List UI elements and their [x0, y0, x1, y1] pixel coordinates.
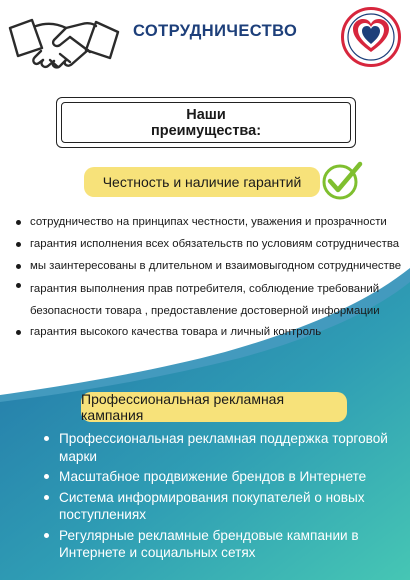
header-title: СОТРУДНИЧЕСТВО	[133, 22, 298, 40]
list-item: гарантия исполнения всех обязательств по условиям сотрудничества	[12, 237, 404, 252]
list-item: сотрудничество на принципах честности, уважения и прозрачности	[12, 215, 404, 230]
heart-logo-icon	[340, 6, 402, 68]
advantages-line1: Наши	[186, 106, 226, 123]
list-item: Профессиональная рекламная поддержка торговой марки	[42, 430, 402, 465]
advantages-line2: преимущества:	[150, 122, 262, 139]
handshake-icon	[8, 10, 120, 90]
list-item: гарантия высокого качества товара и личный контроль	[12, 325, 404, 340]
advantages-heading	[61, 102, 351, 143]
checkmark-icon	[320, 160, 364, 202]
list-item: мы заинтересованы в длительном и взаимовыгодном сотрудничестве	[12, 259, 404, 274]
section2-heading: Профессиональная рекламная кампания	[81, 392, 347, 422]
advantages-box	[56, 97, 356, 148]
list-item: Регулярные рекламные брендовые кампании в Интернете и социальных сетях	[42, 527, 402, 562]
section2-list	[42, 430, 402, 565]
list-item: гарантия выполнения прав потребителя, соблюдение требований безопасности товара , предоставление достоверной информации	[12, 278, 404, 322]
list-item: Система информирования покупателей о новых поступлениях	[42, 489, 402, 524]
section1-heading: Честность и наличие гарантий	[84, 167, 320, 197]
list-item: Масштабное продвижение брендов в Интернете	[42, 468, 402, 486]
section1-list	[12, 215, 404, 347]
